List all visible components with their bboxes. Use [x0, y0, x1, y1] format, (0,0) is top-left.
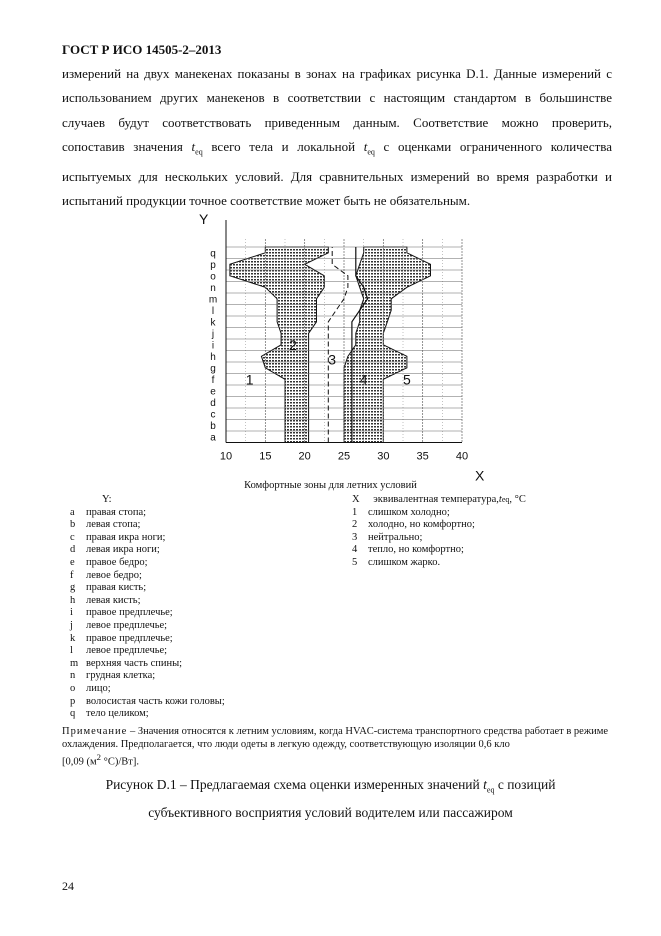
figure-caption-text: Рисунок D.1 – Предлагаемая схема оценки измеренных значений — [105, 777, 484, 792]
legend-key: f — [70, 569, 74, 581]
paragraph-text: с оценками ограниченного количества — [374, 138, 612, 154]
legend-label: грудная клетка; — [86, 670, 156, 682]
teq-symbol: t — [191, 138, 196, 154]
legend-label: правая кисть; — [86, 582, 147, 594]
legend-key: a — [70, 506, 75, 518]
legend-item — [70, 557, 225, 570]
legend-item — [70, 708, 225, 721]
legend-x-head — [352, 494, 526, 507]
legend-label: волосистая часть кожи головы; — [86, 695, 225, 707]
legend-key: h — [70, 594, 76, 606]
legend-label: тепло, но комфортно; — [368, 544, 464, 556]
legend-item — [70, 570, 225, 583]
legend-item — [70, 519, 225, 532]
legend-label: правое предплечье; — [86, 632, 173, 644]
legend-key: q — [70, 708, 76, 720]
legend-label: левое предплечье; — [86, 619, 168, 631]
y-tick-label: j — [211, 328, 215, 340]
legend-label: слишком жарко. — [368, 556, 441, 568]
legend-item — [352, 519, 526, 532]
legend-key: c — [70, 531, 75, 543]
zone-4-band — [344, 247, 431, 443]
legend-label: правая стопа; — [86, 506, 147, 518]
teq-subscript: eq — [501, 495, 510, 504]
zone-label-1: 1 — [245, 371, 254, 388]
legend-key: d — [70, 544, 76, 556]
legend-y-head: Y: — [102, 494, 112, 505]
legend-label: холодно, но комфортно; — [368, 519, 475, 531]
legend-item — [70, 658, 225, 671]
legend-key: 4 — [352, 544, 358, 556]
legend-item — [70, 620, 225, 633]
x-axis-title: X — [475, 467, 485, 484]
legend-key: b — [70, 519, 76, 531]
legend-item — [352, 507, 526, 520]
legend-item — [70, 670, 225, 683]
paragraph-text: сопоставив значения — [62, 138, 192, 154]
y-tick-label: l — [211, 305, 215, 317]
legend-label: слишком холодно; — [368, 506, 450, 518]
note-text: °C)/Вт]. — [101, 756, 139, 768]
comfort-zone-chart — [185, 210, 495, 484]
figure-caption-text: с позиций — [494, 777, 556, 792]
figure-caption-line — [0, 774, 661, 802]
y-tick-label: d — [210, 397, 216, 409]
legend-key: p — [70, 695, 76, 707]
legend-label: лицо; — [86, 682, 111, 694]
legend-key: i — [70, 607, 73, 619]
legend-label: правое бедро; — [86, 556, 148, 568]
legend-label: левое бедро; — [86, 569, 142, 581]
y-tick-label: p — [210, 259, 216, 271]
note-text: [0,09 (м — [62, 756, 97, 768]
legend-item — [70, 633, 225, 646]
teq-subscript: eq — [486, 785, 495, 795]
page-number: 24 — [62, 879, 74, 893]
paragraph-line: испытаний продукции точное соответствие может быть не обязательным. — [62, 193, 471, 209]
legend-item — [70, 645, 225, 658]
paragraph-line — [62, 135, 612, 165]
paragraph-line: испытуемых для нескольких условий. Для сравнительных измерений во время разработки и — [62, 168, 612, 184]
y-tick-label: k — [210, 317, 216, 329]
y-tick-label: f — [211, 374, 215, 386]
x-tick-label: 25 — [337, 450, 351, 463]
zone-label-4: 4 — [359, 371, 368, 388]
legend-key: n — [70, 670, 76, 682]
y-tick-label: h — [210, 351, 216, 363]
legend-label: тело целиком; — [86, 708, 149, 720]
x-tick-label: 40 — [455, 450, 469, 463]
legend-key: l — [70, 645, 73, 657]
note-block — [62, 726, 630, 769]
legend-item — [70, 607, 225, 620]
y-tick-label: e — [210, 386, 216, 398]
y-tick-label: g — [210, 363, 216, 375]
zone-2-band — [230, 247, 328, 443]
teq-symbol: t — [483, 777, 487, 792]
teq-subscript: eq — [195, 147, 203, 157]
paragraph-text: всего тела и локальной — [202, 138, 364, 154]
teq-subscript: eq — [367, 147, 375, 157]
y-tick-label: n — [210, 282, 216, 294]
legend-item — [352, 557, 526, 570]
legend-item — [70, 532, 225, 545]
y-tick-label: m — [208, 294, 218, 306]
legend-x-head-text: эквивалентная температура, — [373, 494, 499, 505]
teq-symbol: t — [498, 494, 502, 505]
legend-item — [70, 696, 225, 709]
legend-label: левая стопа; — [86, 519, 141, 531]
legend-key: 1 — [352, 506, 358, 518]
legend-x-key: X — [352, 494, 360, 505]
paragraph-line: измерений на двух манекенах показаны в зонах на графиках рисунка D.1. Данные измерений с — [62, 66, 612, 81]
paragraph-line: случаев будут соответствовать приведенным данным. Соответствие можно проверить, — [62, 114, 612, 130]
legend-label: левое предплечье; — [86, 645, 168, 657]
legend-key: g — [70, 582, 76, 594]
document-code-header: ГОСТ Р ИСО 14505-2–2013 — [62, 42, 222, 57]
y-tick-label: b — [210, 420, 216, 432]
legend-key: m — [70, 657, 79, 669]
zone-label-3: 3 — [328, 351, 337, 368]
legend-item — [70, 595, 225, 608]
x-tick-label: 20 — [298, 450, 311, 463]
note-text: – Значения относятся к летним условиям, когда HVAC-система транспортного средства работает в режиме охлаждения. Предполагается, что люди одеты в легкую одежду, соответствующую изоляции 0,6 кло — [62, 726, 609, 750]
legend-key: k — [70, 632, 76, 644]
legend-item — [70, 582, 225, 595]
zone-label-5: 5 — [403, 371, 411, 388]
legend-item — [70, 683, 225, 696]
y-tick-label: i — [211, 340, 215, 352]
note-superscript: 2 — [96, 752, 102, 763]
legend-label: верхняя часть спины; — [86, 657, 183, 669]
legend-item — [352, 544, 526, 557]
zone-label-2: 2 — [288, 336, 297, 353]
x-tick-label: 15 — [259, 450, 272, 463]
y-tick-label: q — [210, 248, 216, 260]
x-tick-label: 10 — [219, 450, 233, 463]
legend-x — [352, 494, 526, 570]
teq-symbol: t — [363, 138, 368, 154]
legend-label: левая икра ноги; — [86, 544, 160, 556]
y-tick-label: a — [210, 432, 216, 444]
body-paragraph — [62, 62, 612, 213]
chart-caption: Комфортные зоны для летних условий — [244, 480, 417, 491]
legend-y — [70, 494, 225, 721]
figure-caption — [0, 774, 661, 824]
legend-item — [70, 507, 225, 520]
y-tick-label: c — [210, 409, 216, 421]
note-label: Примечание — [62, 726, 128, 737]
legend-key: 2 — [352, 519, 358, 531]
y-tick-label: o — [210, 271, 216, 283]
legend-label: правая икра ноги; — [86, 531, 166, 543]
legend-label: нейтрально; — [368, 531, 423, 543]
legend-key: e — [70, 556, 75, 568]
legend-key: 5 — [352, 556, 358, 568]
legend-label: левая кисть; — [86, 594, 141, 606]
paragraph-line: использованием других манекенов в соответствии с настоящим стандартом в большинстве — [62, 90, 612, 106]
legend-item — [70, 544, 225, 557]
x-tick-label: 35 — [416, 450, 429, 463]
y-axis-title: Y — [199, 211, 209, 227]
legend-key: o — [70, 682, 76, 694]
legend-key: 3 — [352, 531, 358, 543]
figure-caption-line: субъективного восприятия условий водителем или пассажиром — [148, 804, 513, 820]
x-tick-label: 30 — [377, 450, 390, 463]
legend-item — [352, 532, 526, 545]
legend-label: правое предплечье; — [86, 607, 173, 619]
legend-x-unit: , °C — [509, 494, 526, 505]
legend-key: j — [70, 619, 73, 631]
